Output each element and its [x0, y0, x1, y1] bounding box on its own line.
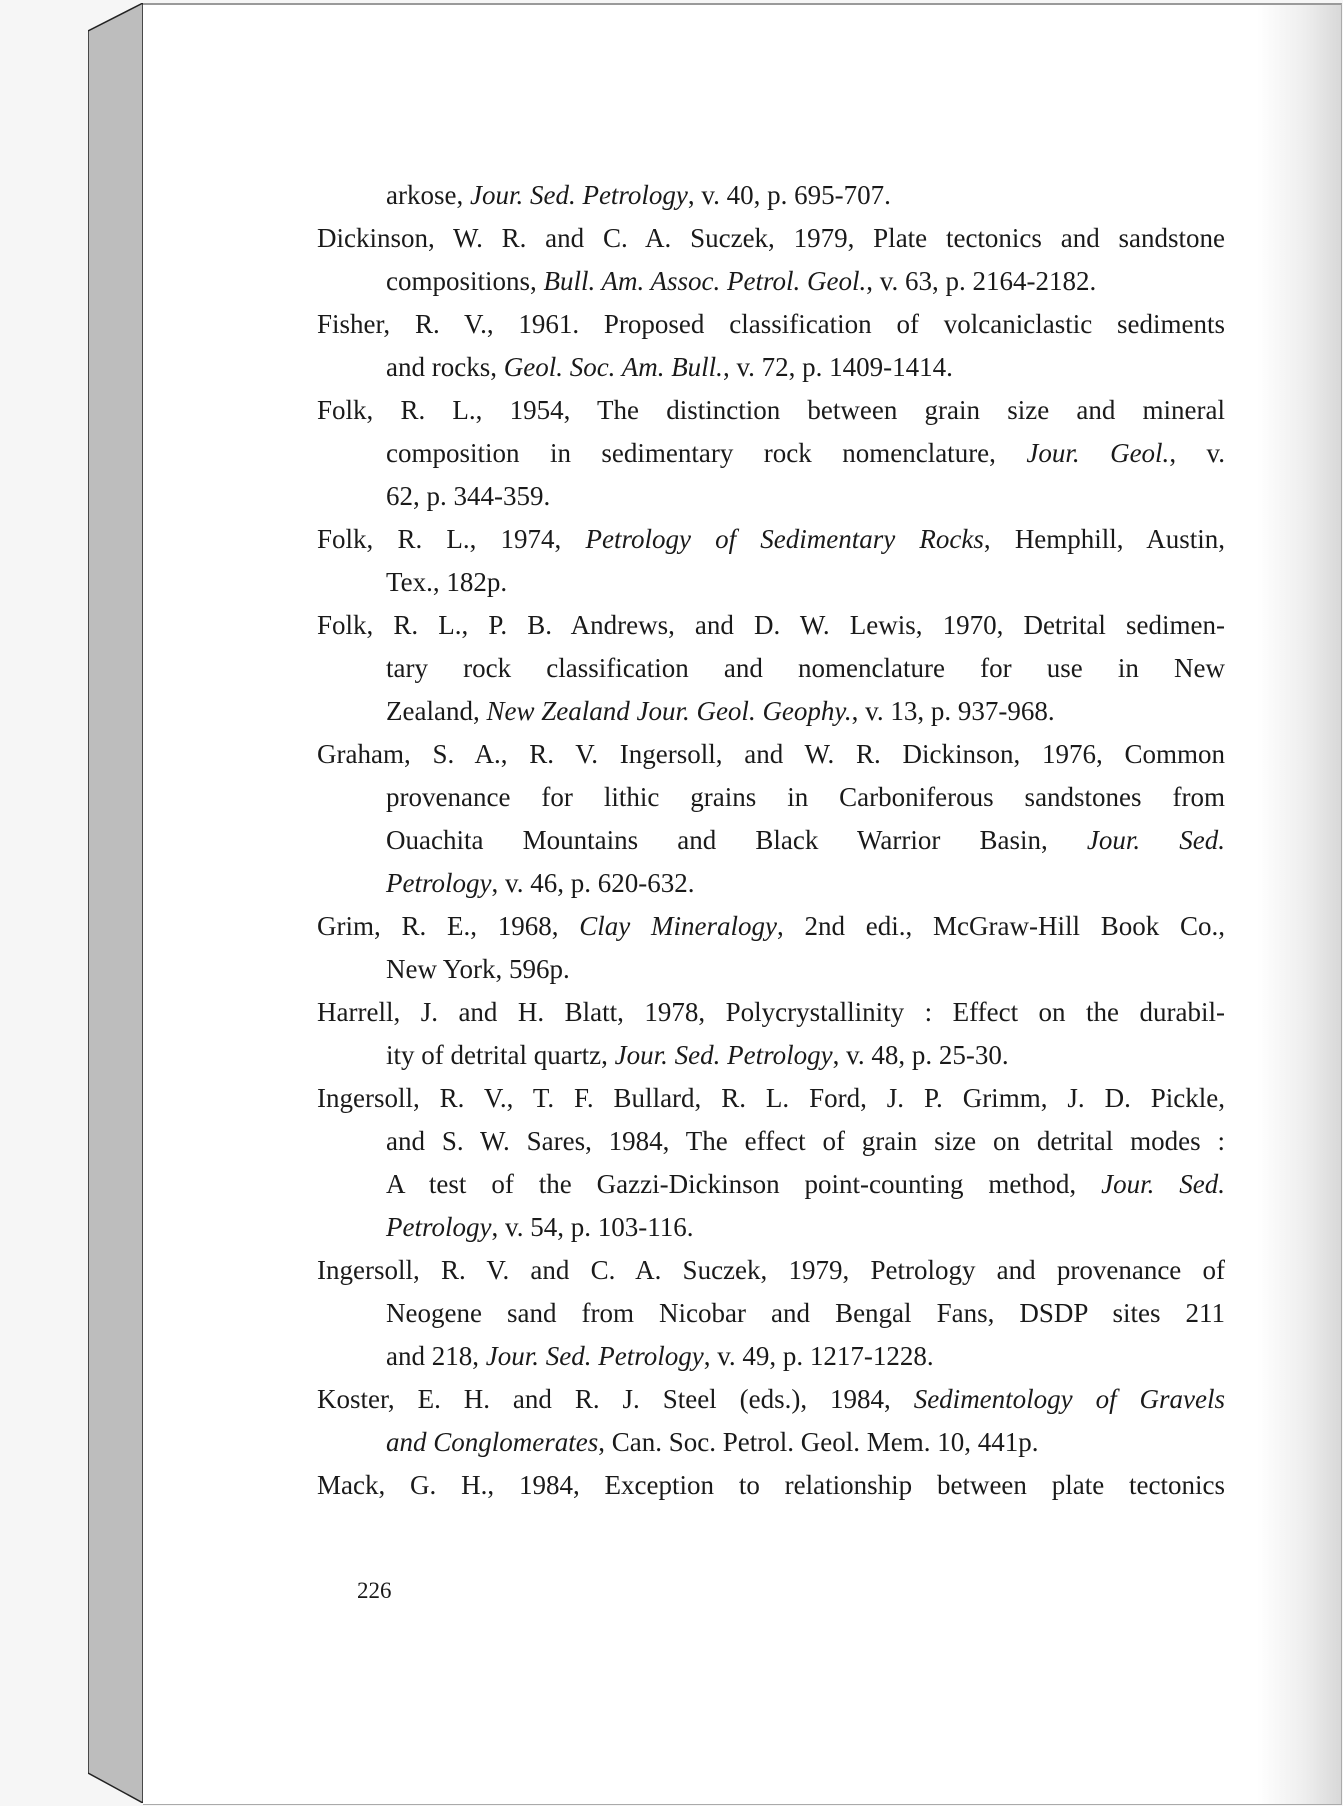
reference-text: , v. 49, p. 1217-1228.: [703, 1341, 934, 1371]
reference-text: , Can. Soc. Petrol. Geol. Mem. 10, 441p.: [598, 1427, 1039, 1457]
reference-line: [317, 1163, 1225, 1206]
reference-line: [317, 690, 1225, 733]
journal-title-italic: Geol. Soc. Am. Bull.: [503, 352, 723, 382]
journal-title-italic: Clay Mineralogy: [579, 911, 778, 941]
journal-title-italic: Petrology: [386, 1212, 492, 1242]
reference-entry: [317, 604, 1225, 733]
reference-text: , v. 63, p. 2164-2182.: [866, 266, 1097, 296]
journal-title-italic: Jour. Sed. Petrology: [485, 1341, 704, 1371]
reference-text: compositions,: [386, 266, 544, 296]
reference-text: , v. 54, p. 103-116.: [491, 1212, 694, 1242]
reference-text: Zealand,: [386, 696, 487, 726]
reference-text: , Hemphill, Austin,: [983, 524, 1225, 554]
book-spine: [88, 3, 144, 1803]
reference-text: , v. 72, p. 1409-1414.: [722, 352, 953, 382]
reference-text: Folk, R. L., 1974,: [317, 524, 586, 554]
reference-text: Graham, S. A., R. V. Ingersoll, and W. R. Dickinson, 1976, Common: [317, 739, 1225, 769]
reference-line: [317, 260, 1225, 303]
reference-line: [317, 1206, 1225, 1249]
reference-text: Ouachita Mountains and Black Warrior Basin,: [386, 825, 1087, 855]
reference-text: , v.: [1169, 438, 1225, 468]
reference-text: and rocks,: [386, 352, 504, 382]
reference-text: New York, 596p.: [386, 954, 570, 984]
journal-title-italic: Jour. Sed.: [1086, 825, 1225, 855]
reference-line: [317, 174, 1225, 217]
reference-entry: [317, 1249, 1225, 1378]
reference-entry: [317, 905, 1225, 991]
reference-line: [317, 948, 1225, 991]
journal-title-italic: Sedimentology of Gravels: [913, 1384, 1225, 1414]
reference-text: Folk, R. L., P. B. Andrews, and D. W. Lewis, 1970, Detrital sedimen-: [317, 610, 1225, 640]
reference-text: Folk, R. L., 1954, The distinction between grain size and mineral: [317, 395, 1225, 425]
reference-line: [317, 475, 1225, 518]
reference-entry: [317, 217, 1225, 303]
reference-entry: [317, 303, 1225, 389]
reference-line: [317, 604, 1225, 647]
reference-entry: [317, 174, 1225, 217]
reference-text: Grim, R. E., 1968,: [317, 911, 580, 941]
reference-text: Mack, G. H., 1984, Exception to relationship between plate tectonics: [317, 1470, 1225, 1500]
reference-entry: [317, 733, 1225, 905]
reference-text: Koster, E. H. and R. J. Steel (eds.), 1984,: [317, 1384, 914, 1414]
journal-title-italic: Petrology of Sedimentary Rocks: [585, 524, 984, 554]
reference-text: , v. 40, p. 695-707.: [687, 180, 891, 210]
reference-line: [317, 389, 1225, 432]
reference-text: Ingersoll, R. V., T. F. Bullard, R. L. Ford, J. P. Grimm, J. D. Pickle,: [317, 1083, 1225, 1113]
journal-title-italic: Jour. Sed. Petrology: [614, 1040, 833, 1070]
reference-line: [317, 1120, 1225, 1163]
reference-text: Fisher, R. V., 1961. Proposed classification of volcaniclastic sediments: [317, 309, 1225, 339]
reference-line: [317, 1464, 1225, 1507]
reference-text: Dickinson, W. R. and C. A. Suczek, 1979, Plate tectonics and sandstone: [317, 223, 1225, 253]
reference-line: [317, 647, 1225, 690]
reference-text: , v. 13, p. 937-968.: [851, 696, 1055, 726]
reference-text: arkose,: [386, 180, 470, 210]
reference-line: [317, 1378, 1225, 1421]
reference-line: [317, 733, 1225, 776]
reference-line: [317, 819, 1225, 862]
reference-line: [317, 905, 1225, 948]
reference-line: [317, 561, 1225, 604]
reference-text: provenance for lithic grains in Carboniferous sandstones from: [386, 782, 1225, 812]
reference-line: [317, 518, 1225, 561]
reference-line: [317, 776, 1225, 819]
journal-title-italic: Jour. Sed.: [1101, 1169, 1225, 1199]
reference-list: [317, 174, 1225, 1507]
reference-line: [317, 991, 1225, 1034]
reference-line: [317, 1335, 1225, 1378]
reference-line: [317, 1292, 1225, 1335]
reference-line: [317, 1077, 1225, 1120]
reference-line: [317, 432, 1225, 475]
journal-title-italic: Jour. Geol.: [1026, 438, 1170, 468]
reference-entry: [317, 518, 1225, 604]
reference-line: [317, 346, 1225, 389]
journal-title-italic: Petrology: [386, 868, 492, 898]
reference-text: tary rock classification and nomenclature for use in New: [386, 653, 1225, 683]
reference-text: Ingersoll, R. V. and C. A. Suczek, 1979, Petrology and provenance of: [317, 1255, 1225, 1285]
reference-text: ity of detrital quartz,: [386, 1040, 615, 1070]
reference-entry: [317, 1464, 1225, 1507]
reference-line: [317, 217, 1225, 260]
reference-entry: [317, 389, 1225, 518]
reference-text: composition in sedimentary rock nomenclature,: [386, 438, 1027, 468]
journal-title-italic: Bull. Am. Assoc. Petrol. Geol.: [543, 266, 867, 296]
reference-text: Tex., 182p.: [386, 567, 508, 597]
reference-text: , v. 48, p. 25-30.: [832, 1040, 1009, 1070]
reference-entry: [317, 991, 1225, 1077]
reference-text: and S. W. Sares, 1984, The effect of grain size on detrital modes :: [386, 1126, 1225, 1156]
reference-line: [317, 862, 1225, 905]
reference-line: [317, 303, 1225, 346]
reference-text: , 2nd edi., McGraw-Hill Book Co.,: [777, 911, 1225, 941]
reference-text: and 218,: [386, 1341, 486, 1371]
reference-text: 62, p. 344-359.: [386, 481, 551, 511]
reference-text: , v. 46, p. 620-632.: [491, 868, 695, 898]
page-number: 226: [357, 1578, 392, 1603]
reference-line: [317, 1421, 1225, 1464]
reference-line: [317, 1249, 1225, 1292]
reference-text: A test of the Gazzi-Dickinson point-counting method,: [386, 1169, 1102, 1199]
reference-text: Neogene sand from Nicobar and Bengal Fans, DSDP sites 211: [386, 1298, 1225, 1328]
reference-entry: [317, 1378, 1225, 1464]
journal-title-italic: Jour. Sed. Petrology: [469, 180, 688, 210]
reference-entry: [317, 1077, 1225, 1249]
reference-text: Harrell, J. and H. Blatt, 1978, Polycrystallinity : Effect on the durabil-: [317, 997, 1225, 1027]
journal-title-italic: New Zealand Jour. Geol. Geophy.: [486, 696, 852, 726]
journal-title-italic: and Conglomerates: [386, 1427, 599, 1457]
reference-line: [317, 1034, 1225, 1077]
